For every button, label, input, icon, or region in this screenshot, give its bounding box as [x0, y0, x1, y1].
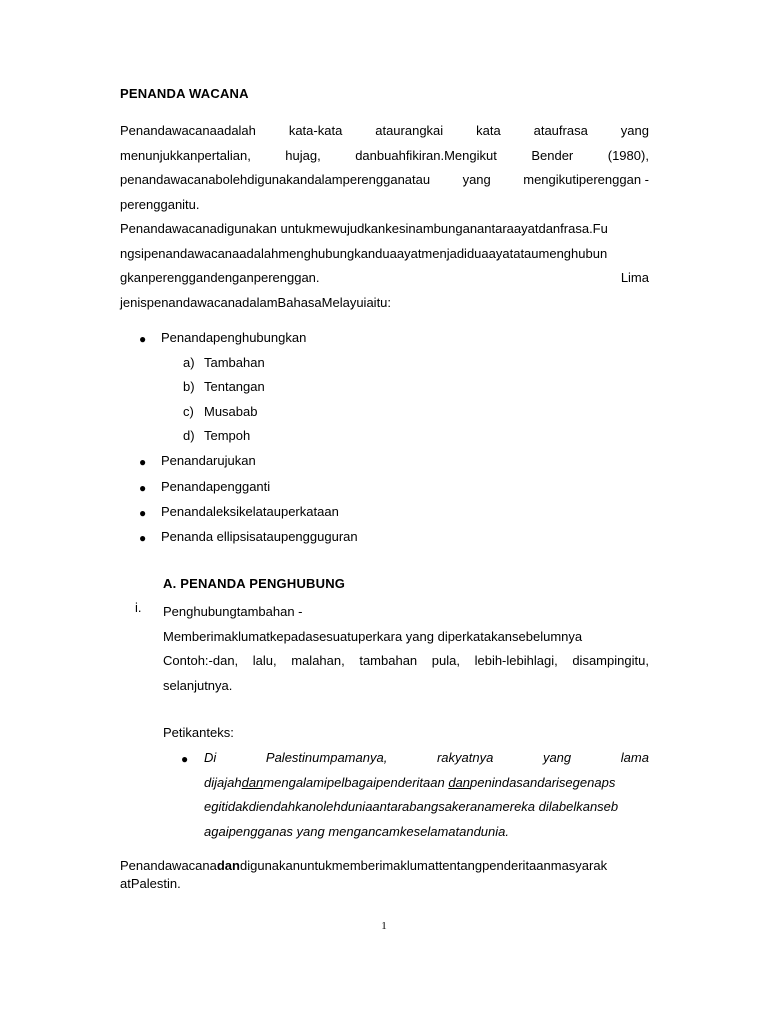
- quote-line-3: egitidakdiendahkanolehduniaantarabangsakeranamereka dilabelkanseb: [204, 799, 619, 814]
- quote-line-4: agaipengganas yang mengancamkeselamatandunia.: [204, 823, 509, 839]
- word: malahan,: [291, 653, 345, 668]
- word: lama: [620, 750, 649, 765]
- bold-word: dan: [216, 858, 240, 873]
- word: ataurangkai: [375, 123, 444, 138]
- intro-line-2: [120, 144, 649, 169]
- word: ataufrasa: [533, 123, 588, 138]
- document-title: PENANDA WACANA: [120, 86, 249, 101]
- word: lalu,: [252, 653, 277, 668]
- word: lebih-lebihlagi,: [474, 653, 558, 668]
- section-a-body: [163, 600, 649, 698]
- word: kata: [476, 123, 501, 138]
- sub-item-label: Tambahan: [204, 355, 265, 370]
- text-run: Penandawacana: [120, 858, 217, 873]
- bullet-dot-icon: ●: [139, 506, 147, 520]
- word: Lima: [620, 270, 649, 285]
- intro-line-3: [120, 168, 649, 193]
- sub-item-marker: d): [183, 428, 195, 443]
- quote-line-1: [204, 746, 649, 771]
- word: disampingitu,: [572, 653, 649, 668]
- intro-line-8: jenispenandawacanadalamBahasaMelayuiaitu:: [120, 294, 392, 310]
- intro-paragraph: [120, 119, 649, 315]
- bullet-item-ellipsis: Penanda ellipsisataupengguguran: [161, 529, 358, 544]
- petikan-label: Petikanteks:: [163, 725, 234, 740]
- section-a-line-2: Memberimaklumatkepadasesuatuperkara yang diperkatakansebelumnya: [163, 628, 583, 644]
- bullet-dot-icon: ●: [139, 531, 147, 545]
- word: yang: [620, 123, 649, 138]
- intro-line-4: perengganitu.: [120, 196, 200, 212]
- word: Contoh:-dan,: [163, 653, 239, 668]
- closing-paragraph: [120, 857, 649, 893]
- page-number: 1: [381, 920, 387, 932]
- bullet-dot-icon: ●: [139, 455, 147, 469]
- word: (1980),: [607, 147, 649, 163]
- sub-item-label: Tentangan: [204, 379, 265, 394]
- intro-line-7: [120, 266, 649, 291]
- underlined-word: dan: [241, 774, 264, 790]
- word: mengikutiperenggan -: [523, 172, 649, 187]
- text-run: digunakanuntukmemberimaklumattentangpenderitaanmasyarak: [239, 858, 608, 873]
- text-run: penindasandarisegenaps: [470, 774, 616, 790]
- bullet-dot-icon: ●: [139, 332, 147, 346]
- section-a-line-4: selanjutnya.: [163, 677, 233, 693]
- word: hujag,: [285, 147, 321, 163]
- quote-line-2: [204, 771, 649, 796]
- word: danbuahfikiran.Mengikut: [355, 147, 497, 163]
- underlined-word: dan: [448, 774, 471, 790]
- sub-item-marker: a): [183, 355, 195, 370]
- section-a-line-1: Penghubungtambahan -: [163, 604, 303, 619]
- section-heading: A. PENANDA PENGHUBUNG: [163, 576, 346, 591]
- word: penandawacanabolehdigunakandalamperengganatau: [120, 172, 431, 187]
- intro-line-5: Penandawacanadigunakan untukmewujudkankesinambunganantaraayatdanfrasa.Fu: [120, 221, 608, 236]
- sub-item-marker: c): [183, 404, 194, 419]
- bullet-item-leksikal: Penandaleksikelatauperkataan: [161, 504, 339, 519]
- bullet-dot-icon: ●: [139, 481, 147, 495]
- word: yang: [542, 750, 572, 765]
- word: Penandawacanaadalah: [120, 123, 256, 138]
- word: menunjukkanpertalian,: [120, 147, 251, 163]
- sub-item-label: Musabab: [204, 404, 258, 419]
- word: pula,: [431, 653, 460, 668]
- sub-item-marker: b): [183, 379, 195, 394]
- word: yang: [462, 172, 491, 187]
- roman-numeral: i.: [135, 600, 142, 615]
- text-run: dijajah: [204, 774, 242, 790]
- bullet-item-penghubung: Penandapenghubungkan: [161, 330, 307, 345]
- section-a-line-3: [163, 649, 649, 674]
- word: Palestinumpamanya,: [265, 750, 388, 765]
- word: Di: [204, 750, 217, 765]
- intro-line-1: [120, 119, 649, 144]
- bullet-dot-icon: ●: [181, 752, 189, 766]
- quote-block: [204, 746, 649, 844]
- text-run: mengalamipelbagaipenderitaan: [263, 774, 449, 790]
- bullet-item-pengganti: Penandapengganti: [161, 479, 271, 494]
- word: kata-kata: [288, 123, 343, 138]
- intro-line-6: ngsipenandawacanaadalahmenghubungkanduaayatmenjadiduaayatataumenghubun: [120, 245, 608, 261]
- sub-item-label: Tempoh: [204, 428, 251, 443]
- word: rakyatnya: [436, 750, 494, 765]
- word: tambahan: [359, 653, 418, 668]
- bullet-item-rujukan: Penandarujukan: [161, 453, 256, 468]
- text-run: atPalestin.: [120, 876, 181, 891]
- word: gkanperenggandenganperenggan.: [120, 270, 320, 285]
- word: Bender: [531, 147, 574, 163]
